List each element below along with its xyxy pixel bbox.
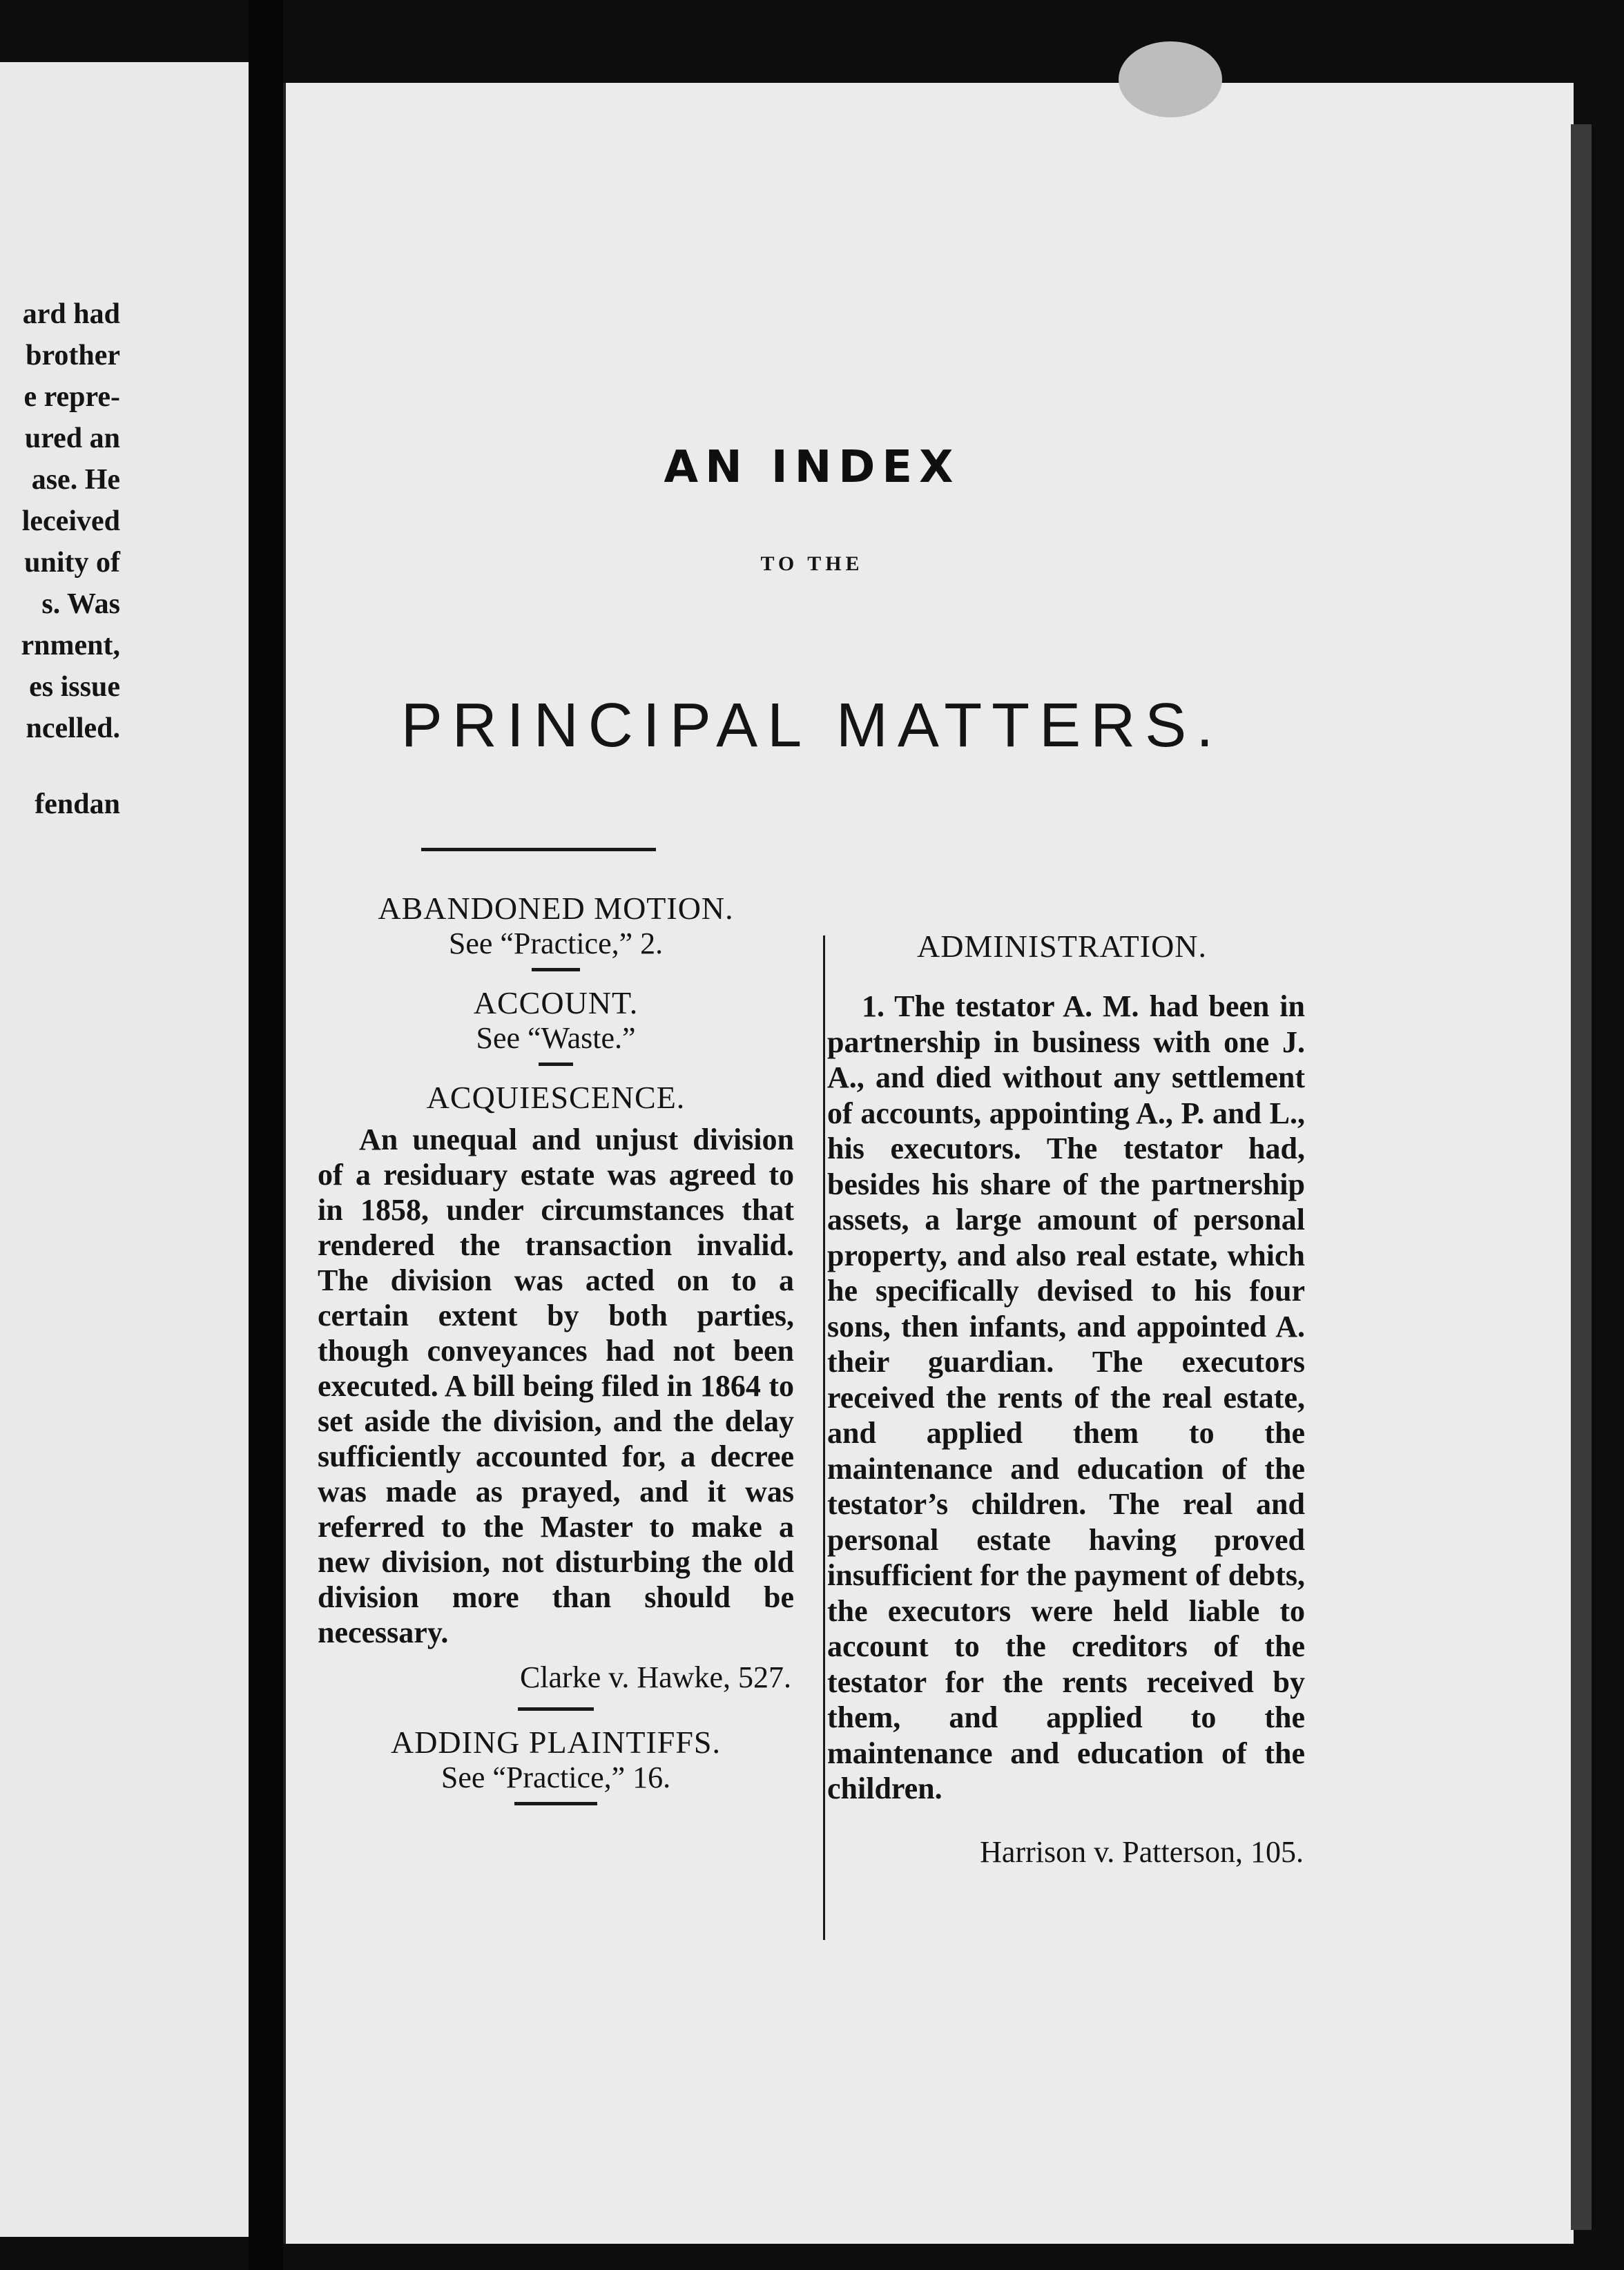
entry-rule (532, 968, 580, 971)
entry-heading: ADMINISTRATION. (916, 929, 1208, 964)
title-rule (421, 848, 656, 851)
previous-page (0, 62, 249, 2237)
previous-page-line: e repre- (23, 381, 120, 413)
entry-heading: ACQUIESCENCE. (426, 1080, 686, 1115)
previous-page-line: rnment, (21, 630, 120, 661)
cross-reference: See “Practice,” 16. (441, 1760, 671, 1794)
previous-page-line: fendan (35, 788, 120, 820)
cross-reference: See “Practice,” 2. (448, 927, 664, 960)
book-gutter (249, 0, 283, 2270)
previous-page-line: leceived (21, 505, 120, 537)
previous-page-line: es issue (29, 671, 120, 703)
index-title: AN INDEX (664, 442, 960, 493)
previous-page-line: ard had (22, 298, 120, 330)
entry-rule (518, 1707, 594, 1711)
entry-body: 1. The testator A. M. had been in partnership in business with one J. A., and died without any settlement of accounts, appointing A., P. and L., his executors. The testator had, besides his share of the partnership assets, a large amount of personal property, and also real estate, which he specifically devised to his four sons, then infants, and appointed A. their guardian. The executors received the rents of the real estate, and applied them to the maintenance and education of the testator’s children. The real and personal estate having proved insufficient for the payment of debts, the executors were held liable to account to the creditors of the testator for the rents received by them, and applied to the maintenance and education of the children. (827, 989, 1305, 1805)
right-column (813, 929, 1311, 1870)
previous-page-line: ase. He (31, 464, 120, 496)
page-edge (1571, 124, 1592, 2230)
index-subtitle: PRINCIPAL MATTERS. (400, 691, 1224, 760)
previous-page-line: unity of (24, 547, 120, 579)
case-citation: Harrison v. Patterson, 105. (980, 1834, 1304, 1869)
previous-page-line: ncelled. (26, 712, 120, 744)
index-connector: TO THE (760, 552, 864, 575)
entry-heading: ADDING PLAINTIFFS. (390, 1725, 722, 1760)
entry-body: An unequal and unjust division of a residuary estate was agreed to in 1858, under circumstances that rendered the transaction invalid. The division was acted on to a certain extent by both parties, though conveyances had not been executed. A bill being filed in 1864 to set aside the division, and the delay sufficiently accounted for, a decree was made as prayed, and it was referred to the Master to make a new division, not disturbing the old division more than should be necessary. (318, 1123, 794, 1649)
case-citation: Clarke v. Hawke, 527. (519, 1660, 791, 1694)
entry-rule (539, 1063, 573, 1066)
entry-heading: ACCOUNT. (473, 985, 639, 1020)
cross-reference: See “Waste.” (476, 1021, 636, 1055)
entry-rule (514, 1802, 597, 1805)
previous-page-line: brother (26, 340, 120, 371)
entry-heading: ABANDONED MOTION. (378, 891, 734, 926)
previous-page-line: ured an (24, 423, 120, 454)
left-column (318, 891, 794, 1819)
previous-page-line: s. Was (41, 588, 120, 620)
paper-stain (1119, 41, 1222, 117)
